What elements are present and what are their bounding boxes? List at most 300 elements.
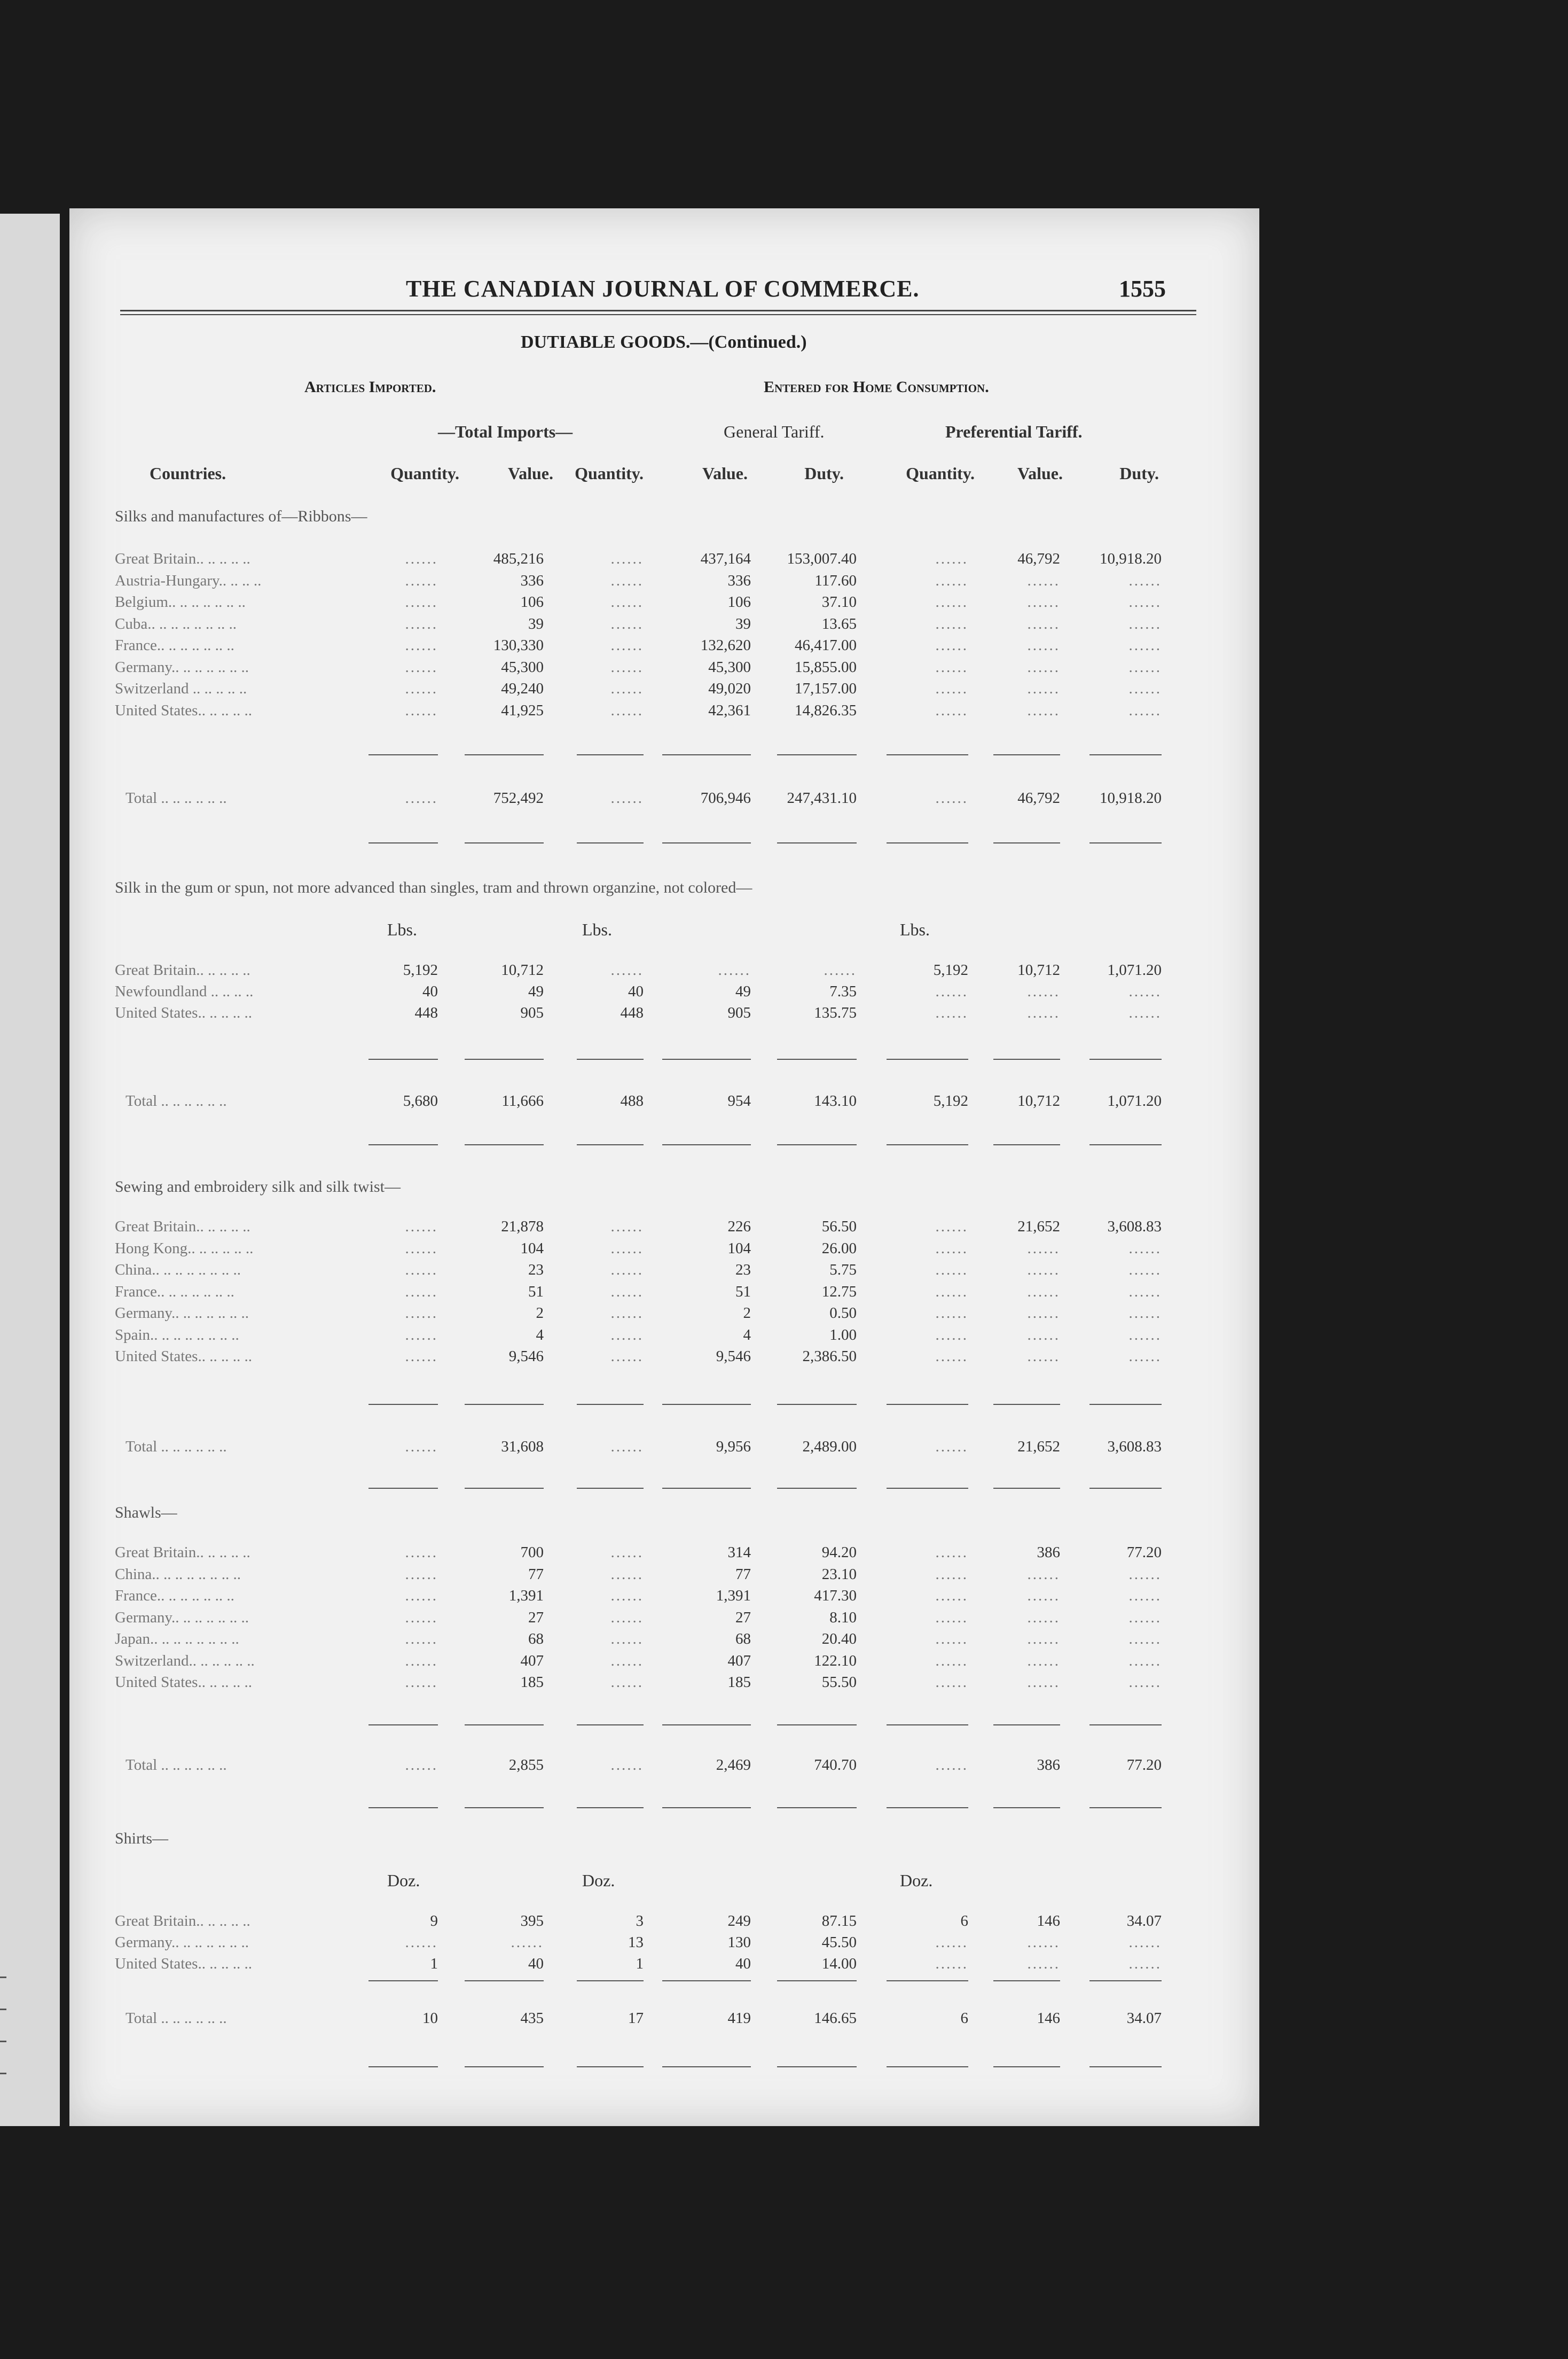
total-cell: ...... bbox=[610, 1438, 644, 1455]
table-cell: ...... bbox=[1027, 1566, 1060, 1583]
table-cell: 185 bbox=[520, 1674, 544, 1691]
table-cell: ...... bbox=[405, 680, 438, 697]
total-label: Total .. .. .. .. .. .. bbox=[126, 1438, 227, 1455]
column-rule bbox=[777, 1724, 857, 1725]
table-cell: ...... bbox=[405, 1934, 438, 1951]
table-cell: 55.50 bbox=[821, 1674, 857, 1691]
table-cell: ...... bbox=[1128, 1305, 1162, 1322]
total-cell: 34.07 bbox=[1126, 2010, 1162, 2027]
table-cell: 153,007.40 bbox=[787, 550, 857, 567]
column-rule bbox=[465, 1807, 544, 1808]
table-cell: 23 bbox=[528, 1261, 544, 1278]
column-rule bbox=[662, 2066, 751, 2067]
table-cell: ...... bbox=[935, 659, 968, 676]
table-cell: 45,300 bbox=[708, 659, 751, 676]
table-cell: ...... bbox=[610, 1283, 644, 1300]
column-rule bbox=[887, 1404, 968, 1405]
table-row-country: United States.. .. .. .. .. bbox=[115, 1674, 252, 1691]
table-cell: ...... bbox=[1128, 1004, 1162, 1021]
table-cell: ...... bbox=[1128, 1955, 1162, 1972]
column-rule bbox=[662, 1404, 751, 1405]
column-rule bbox=[369, 1807, 438, 1808]
table-cell: ...... bbox=[1128, 1240, 1162, 1257]
table-cell: ...... bbox=[405, 1283, 438, 1300]
column-rule bbox=[369, 1404, 438, 1405]
total-cell: 740.70 bbox=[814, 1756, 857, 1774]
table-cell: ...... bbox=[511, 1934, 544, 1951]
table-row-country: United States.. .. .. .. .. bbox=[115, 1004, 252, 1021]
table-cell: ...... bbox=[1027, 572, 1060, 589]
table-cell: ...... bbox=[610, 1566, 644, 1583]
table-cell: 1.00 bbox=[829, 1326, 857, 1343]
table-cell: 104 bbox=[727, 1240, 751, 1257]
total-cell: 752,492 bbox=[493, 790, 544, 807]
header-rule bbox=[120, 310, 1196, 311]
column-rule bbox=[777, 1488, 857, 1489]
table-cell: 226 bbox=[727, 1218, 751, 1235]
table-cell: 49,020 bbox=[708, 680, 751, 697]
column-rule bbox=[777, 1059, 857, 1060]
total-cell: 143.10 bbox=[814, 1092, 857, 1110]
table-cell: 27 bbox=[528, 1609, 544, 1626]
column-header: Value. bbox=[1017, 464, 1063, 483]
table-cell: ...... bbox=[405, 1305, 438, 1322]
table-cell: ...... bbox=[610, 1652, 644, 1669]
table-cell: ...... bbox=[1128, 1674, 1162, 1691]
table-cell: 448 bbox=[414, 1004, 438, 1021]
table-cell: 437,164 bbox=[700, 550, 751, 567]
entered-for-consumption-heading: Entered for Home Consumption. bbox=[764, 378, 989, 396]
table-cell: 68 bbox=[528, 1630, 544, 1647]
table-cell: 130,330 bbox=[493, 637, 544, 654]
column-rule bbox=[887, 842, 968, 843]
table-cell: 14.00 bbox=[821, 1955, 857, 1972]
table-cell: ...... bbox=[610, 1348, 644, 1365]
column-rule bbox=[369, 842, 438, 843]
table-row-country: Switzerland.. .. .. .. .. .. bbox=[115, 1652, 255, 1669]
column-rule bbox=[993, 1807, 1060, 1808]
column-rule bbox=[465, 754, 544, 755]
table-cell: 77 bbox=[735, 1566, 751, 1583]
column-rule bbox=[369, 2066, 438, 2067]
table-cell: 130 bbox=[727, 1934, 751, 1951]
table-cell: 5,192 bbox=[403, 962, 438, 979]
table-cell: 13 bbox=[628, 1934, 644, 1951]
section-title: Silk in the gum or spun, not more advanced than singles, tram and thrown organzine, not colored— bbox=[115, 879, 752, 896]
table-cell: ...... bbox=[405, 1630, 438, 1647]
table-cell: ...... bbox=[935, 615, 968, 632]
total-cell: 2,489.00 bbox=[802, 1438, 857, 1455]
table-cell: ...... bbox=[824, 962, 857, 979]
table-row-country: China.. .. .. .. .. .. .. .. bbox=[115, 1261, 241, 1278]
table-cell: ...... bbox=[1027, 680, 1060, 697]
column-rule bbox=[887, 1144, 968, 1145]
table-cell: ...... bbox=[610, 1630, 644, 1647]
column-rule bbox=[887, 754, 968, 755]
table-cell: ...... bbox=[935, 1955, 968, 1972]
table-cell: 23.10 bbox=[821, 1566, 857, 1583]
column-rule bbox=[577, 842, 644, 843]
table-cell: 40 bbox=[422, 983, 438, 1000]
table-cell: ...... bbox=[405, 1609, 438, 1626]
table-cell: 5,192 bbox=[933, 962, 968, 979]
table-cell: 5.75 bbox=[829, 1261, 857, 1278]
table-cell: 14,826.35 bbox=[795, 702, 857, 719]
table-row-country: United States.. .. .. .. .. bbox=[115, 1348, 252, 1365]
table-cell: 249 bbox=[727, 1912, 751, 1930]
table-cell: ...... bbox=[405, 1544, 438, 1561]
table-cell: ...... bbox=[405, 1261, 438, 1278]
table-cell: ...... bbox=[1128, 572, 1162, 589]
table-row-country: Newfoundland .. .. .. .. bbox=[115, 983, 254, 1000]
total-cell: 706,946 bbox=[700, 790, 751, 807]
column-rule bbox=[577, 1724, 644, 1725]
column-rule bbox=[887, 1807, 968, 1808]
table-cell: ...... bbox=[935, 637, 968, 654]
general-tariff-heading: General Tariff. bbox=[724, 422, 825, 441]
table-cell: ...... bbox=[610, 1674, 644, 1691]
table-cell: ...... bbox=[935, 1218, 968, 1235]
table-row-country: United States.. .. .. .. .. bbox=[115, 1955, 252, 1972]
column-rule bbox=[577, 1144, 644, 1145]
table-cell: ...... bbox=[935, 1240, 968, 1257]
column-rule bbox=[1089, 1724, 1162, 1725]
column-rule bbox=[777, 754, 857, 755]
column-rule bbox=[577, 1807, 644, 1808]
column-rule bbox=[465, 842, 544, 843]
total-cell: ...... bbox=[935, 1438, 968, 1455]
column-rule bbox=[662, 1807, 751, 1808]
column-rule bbox=[993, 1488, 1060, 1489]
table-cell: 336 bbox=[520, 572, 544, 589]
total-imports-heading: —Total Imports— bbox=[438, 422, 573, 441]
total-cell: 954 bbox=[727, 1092, 751, 1110]
table-cell: ...... bbox=[1128, 637, 1162, 654]
column-header: Quantity. bbox=[390, 464, 459, 483]
column-rule bbox=[465, 1724, 544, 1725]
table-cell: ...... bbox=[405, 593, 438, 611]
table-cell: ...... bbox=[935, 983, 968, 1000]
table-row-country: Germany.. .. .. .. .. .. .. bbox=[115, 1934, 249, 1951]
table-cell: ...... bbox=[1128, 615, 1162, 632]
table-cell: ...... bbox=[610, 680, 644, 697]
table-cell: 132,620 bbox=[700, 637, 751, 654]
table-cell: ...... bbox=[610, 962, 644, 979]
total-cell: ...... bbox=[405, 790, 438, 807]
table-cell: 41,925 bbox=[501, 702, 544, 719]
table-cell: 2,386.50 bbox=[802, 1348, 857, 1365]
table-cell: ...... bbox=[610, 702, 644, 719]
table-cell: ...... bbox=[405, 1240, 438, 1257]
table-cell: ...... bbox=[1027, 702, 1060, 719]
table-cell: ...... bbox=[610, 572, 644, 589]
table-row-country: Spain.. .. .. .. .. .. .. .. bbox=[115, 1326, 239, 1343]
table-cell: 46,417.00 bbox=[795, 637, 857, 654]
table-row-country: Great Britain.. .. .. .. .. bbox=[115, 1218, 250, 1235]
table-cell: ...... bbox=[1128, 1934, 1162, 1951]
table-cell: ...... bbox=[935, 1652, 968, 1669]
table-cell: ...... bbox=[405, 702, 438, 719]
column-rule bbox=[662, 1488, 751, 1489]
table-cell: 185 bbox=[727, 1674, 751, 1691]
table-row-country: Great Britain.. .. .. .. .. bbox=[115, 550, 250, 567]
table-row-country: Cuba.. .. .. .. .. .. .. .. bbox=[115, 615, 237, 632]
column-rule bbox=[1089, 2066, 1162, 2067]
table-cell: 6 bbox=[960, 1912, 968, 1930]
column-rule bbox=[577, 2066, 644, 2067]
table-cell: 40 bbox=[628, 983, 644, 1000]
table-cell: 407 bbox=[727, 1652, 751, 1669]
column-rule bbox=[369, 1980, 438, 1981]
table-cell: ...... bbox=[1027, 1305, 1060, 1322]
column-rule bbox=[993, 1404, 1060, 1405]
column-rule bbox=[993, 2066, 1060, 2067]
column-rule bbox=[662, 1144, 751, 1145]
table-cell: ...... bbox=[935, 1261, 968, 1278]
table-cell: 106 bbox=[727, 593, 751, 611]
unit-label: Doz. bbox=[387, 1871, 420, 1890]
total-cell: 146 bbox=[1037, 2010, 1060, 2027]
column-rule bbox=[993, 1059, 1060, 1060]
table-cell: 9,546 bbox=[508, 1348, 544, 1365]
table-cell: ...... bbox=[935, 1305, 968, 1322]
column-rule bbox=[1089, 1807, 1162, 1808]
table-cell: 407 bbox=[520, 1652, 544, 1669]
table-cell: 386 bbox=[1037, 1544, 1060, 1561]
total-cell: 146.65 bbox=[814, 2010, 857, 2027]
table-row-country: Great Britain.. .. .. .. .. bbox=[115, 1544, 250, 1561]
table-cell: ...... bbox=[405, 550, 438, 567]
table-cell: 17,157.00 bbox=[795, 680, 857, 697]
column-rule bbox=[993, 754, 1060, 755]
table-cell: 1 bbox=[430, 1955, 438, 1972]
total-cell: 21,652 bbox=[1017, 1438, 1060, 1455]
table-cell: 135.75 bbox=[814, 1004, 857, 1021]
total-cell: 435 bbox=[520, 2010, 544, 2027]
column-rule bbox=[993, 1724, 1060, 1725]
table-cell: 94.20 bbox=[821, 1544, 857, 1561]
column-rule bbox=[369, 1059, 438, 1060]
table-cell: ...... bbox=[405, 1326, 438, 1343]
column-rule bbox=[465, 1059, 544, 1060]
table-cell: 49 bbox=[735, 983, 751, 1000]
table-cell: 13.65 bbox=[821, 615, 857, 632]
table-cell: ...... bbox=[1027, 983, 1060, 1000]
column-rule bbox=[1089, 1059, 1162, 1060]
table-cell: ...... bbox=[1128, 1348, 1162, 1365]
total-cell: 5,680 bbox=[403, 1092, 438, 1110]
table-cell: 336 bbox=[727, 572, 751, 589]
total-cell: ...... bbox=[610, 1756, 644, 1774]
total-cell: 17 bbox=[628, 2010, 644, 2027]
table-cell: ...... bbox=[1027, 593, 1060, 611]
column-rule bbox=[662, 842, 751, 843]
table-cell: 39 bbox=[735, 615, 751, 632]
total-cell: ...... bbox=[405, 1756, 438, 1774]
table-cell: 40 bbox=[735, 1955, 751, 1972]
table-cell: ...... bbox=[1128, 1261, 1162, 1278]
table-cell: ...... bbox=[935, 702, 968, 719]
table-cell: ...... bbox=[935, 1630, 968, 1647]
table-cell: ...... bbox=[1027, 659, 1060, 676]
column-rule bbox=[577, 754, 644, 755]
total-cell: 2,855 bbox=[508, 1756, 544, 1774]
column-rule bbox=[777, 2066, 857, 2067]
table-cell: 26.00 bbox=[821, 1240, 857, 1257]
table-cell: 700 bbox=[520, 1544, 544, 1561]
table-cell: 106 bbox=[520, 593, 544, 611]
table-cell: ...... bbox=[610, 1326, 644, 1343]
table-cell: ...... bbox=[935, 550, 968, 567]
column-header: Value. bbox=[702, 464, 748, 483]
table-cell: ...... bbox=[1027, 1326, 1060, 1343]
table-cell: ...... bbox=[935, 1587, 968, 1604]
table-cell: ...... bbox=[610, 1218, 644, 1235]
table-cell: ...... bbox=[405, 1587, 438, 1604]
table-cell: ...... bbox=[1128, 1566, 1162, 1583]
column-header-countries: Countries. bbox=[150, 464, 226, 483]
table-cell: ...... bbox=[610, 1609, 644, 1626]
journal-title: THE CANADIAN JOURNAL OF COMMERCE. bbox=[406, 276, 920, 302]
table-row-country: Germany.. .. .. .. .. .. .. bbox=[115, 659, 249, 676]
table-cell: ...... bbox=[935, 1609, 968, 1626]
table-cell: ...... bbox=[935, 1934, 968, 1951]
unit-label: Lbs. bbox=[582, 920, 612, 939]
table-cell: ...... bbox=[935, 1566, 968, 1583]
table-cell: 10,712 bbox=[501, 962, 544, 979]
total-cell: 31,608 bbox=[501, 1438, 544, 1455]
column-rule bbox=[887, 1059, 968, 1060]
table-cell: 23 bbox=[735, 1261, 751, 1278]
table-cell: 117.60 bbox=[814, 572, 857, 589]
table-cell: ...... bbox=[610, 593, 644, 611]
table-cell: ...... bbox=[610, 637, 644, 654]
table-cell: 3,608.83 bbox=[1107, 1218, 1162, 1235]
section-title: Shawls— bbox=[115, 1504, 177, 1521]
table-cell: ...... bbox=[1027, 1609, 1060, 1626]
column-rule bbox=[887, 1488, 968, 1489]
column-rule bbox=[465, 1144, 544, 1145]
unit-label: Lbs. bbox=[387, 920, 417, 939]
table-cell: ...... bbox=[405, 1652, 438, 1669]
column-rule bbox=[369, 754, 438, 755]
table-cell: 1 bbox=[636, 1955, 644, 1972]
table-row-country: Great Britain.. .. .. .. .. bbox=[115, 962, 250, 979]
previous-page-marks bbox=[0, 214, 60, 2126]
column-rule bbox=[777, 842, 857, 843]
column-rule bbox=[662, 1724, 751, 1725]
total-cell: 2,469 bbox=[716, 1756, 751, 1774]
table-cell: 56.50 bbox=[821, 1218, 857, 1235]
column-rule bbox=[1089, 754, 1162, 755]
column-rule bbox=[777, 1980, 857, 1981]
column-rule bbox=[662, 754, 751, 755]
column-rule bbox=[465, 1404, 544, 1405]
table-cell: ...... bbox=[1027, 637, 1060, 654]
page-number: 1555 bbox=[1119, 276, 1166, 302]
column-rule bbox=[662, 1059, 751, 1060]
total-cell: ...... bbox=[610, 790, 644, 807]
table-cell: ...... bbox=[1128, 983, 1162, 1000]
total-cell: 5,192 bbox=[933, 1092, 968, 1110]
column-rule bbox=[993, 1980, 1060, 1981]
table-cell: ...... bbox=[1128, 1326, 1162, 1343]
journal-page bbox=[69, 208, 1259, 2126]
column-rule bbox=[1089, 842, 1162, 843]
articles-imported-heading: Articles Imported. bbox=[304, 378, 436, 396]
table-cell: ...... bbox=[1027, 1955, 1060, 1972]
table-cell: ...... bbox=[405, 572, 438, 589]
table-cell: ...... bbox=[1027, 1652, 1060, 1669]
table-cell: 34.07 bbox=[1126, 1912, 1162, 1930]
table-row-country: France.. .. .. .. .. .. .. bbox=[115, 1587, 234, 1604]
table-cell: 21,652 bbox=[1017, 1218, 1060, 1235]
table-cell: ...... bbox=[610, 659, 644, 676]
table-cell: 8.10 bbox=[829, 1609, 857, 1626]
unit-label: Doz. bbox=[900, 1871, 933, 1890]
column-header: Value. bbox=[507, 464, 553, 483]
table-cell: 448 bbox=[620, 1004, 644, 1021]
total-cell: 77.20 bbox=[1126, 1756, 1162, 1774]
table-cell: ...... bbox=[1027, 1674, 1060, 1691]
total-label: Total .. .. .. .. .. .. bbox=[126, 790, 227, 807]
table-cell: 1,391 bbox=[716, 1587, 751, 1604]
table-cell: ...... bbox=[610, 615, 644, 632]
total-cell: 46,792 bbox=[1017, 790, 1060, 807]
column-rule bbox=[993, 842, 1060, 843]
table-row-country: Germany.. .. .. .. .. .. .. bbox=[115, 1305, 249, 1322]
unit-label: Lbs. bbox=[900, 920, 930, 939]
table-cell: ...... bbox=[1027, 1348, 1060, 1365]
total-cell: 11,666 bbox=[501, 1092, 544, 1110]
table-cell: ...... bbox=[610, 1240, 644, 1257]
table-cell: ...... bbox=[405, 1674, 438, 1691]
column-rule bbox=[577, 1980, 644, 1981]
table-cell: ...... bbox=[1128, 593, 1162, 611]
total-label: Total .. .. .. .. .. .. bbox=[126, 1756, 227, 1774]
table-row-country: France.. .. .. .. .. .. .. bbox=[115, 1283, 234, 1300]
column-rule bbox=[1089, 1488, 1162, 1489]
unit-label: Doz. bbox=[582, 1871, 615, 1890]
table-cell: 51 bbox=[735, 1283, 751, 1300]
column-rule bbox=[1089, 1980, 1162, 1981]
table-row-country: United States.. .. .. .. .. bbox=[115, 702, 252, 719]
preferential-tariff-heading: Preferential Tariff. bbox=[945, 422, 1083, 441]
section-title: Silks and manufactures of—Ribbons— bbox=[115, 507, 367, 525]
column-header: Quantity. bbox=[906, 464, 975, 483]
table-cell: 3 bbox=[636, 1912, 644, 1930]
table-cell: ...... bbox=[1128, 680, 1162, 697]
table-cell: 21,878 bbox=[501, 1218, 544, 1235]
table-cell: 12.75 bbox=[821, 1283, 857, 1300]
table-cell: 49,240 bbox=[501, 680, 544, 697]
table-cell: ...... bbox=[610, 1305, 644, 1322]
total-cell: ...... bbox=[405, 1438, 438, 1455]
table-cell: 87.15 bbox=[821, 1912, 857, 1930]
table-cell: 417.30 bbox=[814, 1587, 857, 1604]
table-cell: ...... bbox=[610, 1587, 644, 1604]
total-cell: 6 bbox=[960, 2010, 968, 2027]
table-cell: 15,855.00 bbox=[795, 659, 857, 676]
header-rule-thin bbox=[120, 314, 1196, 315]
total-cell: 386 bbox=[1037, 1756, 1060, 1774]
table-cell: ...... bbox=[405, 1348, 438, 1365]
previous-page-edge bbox=[0, 214, 60, 2126]
column-rule bbox=[577, 1404, 644, 1405]
table-cell: 905 bbox=[520, 1004, 544, 1021]
total-cell: 10,712 bbox=[1017, 1092, 1060, 1110]
column-rule bbox=[777, 1144, 857, 1145]
